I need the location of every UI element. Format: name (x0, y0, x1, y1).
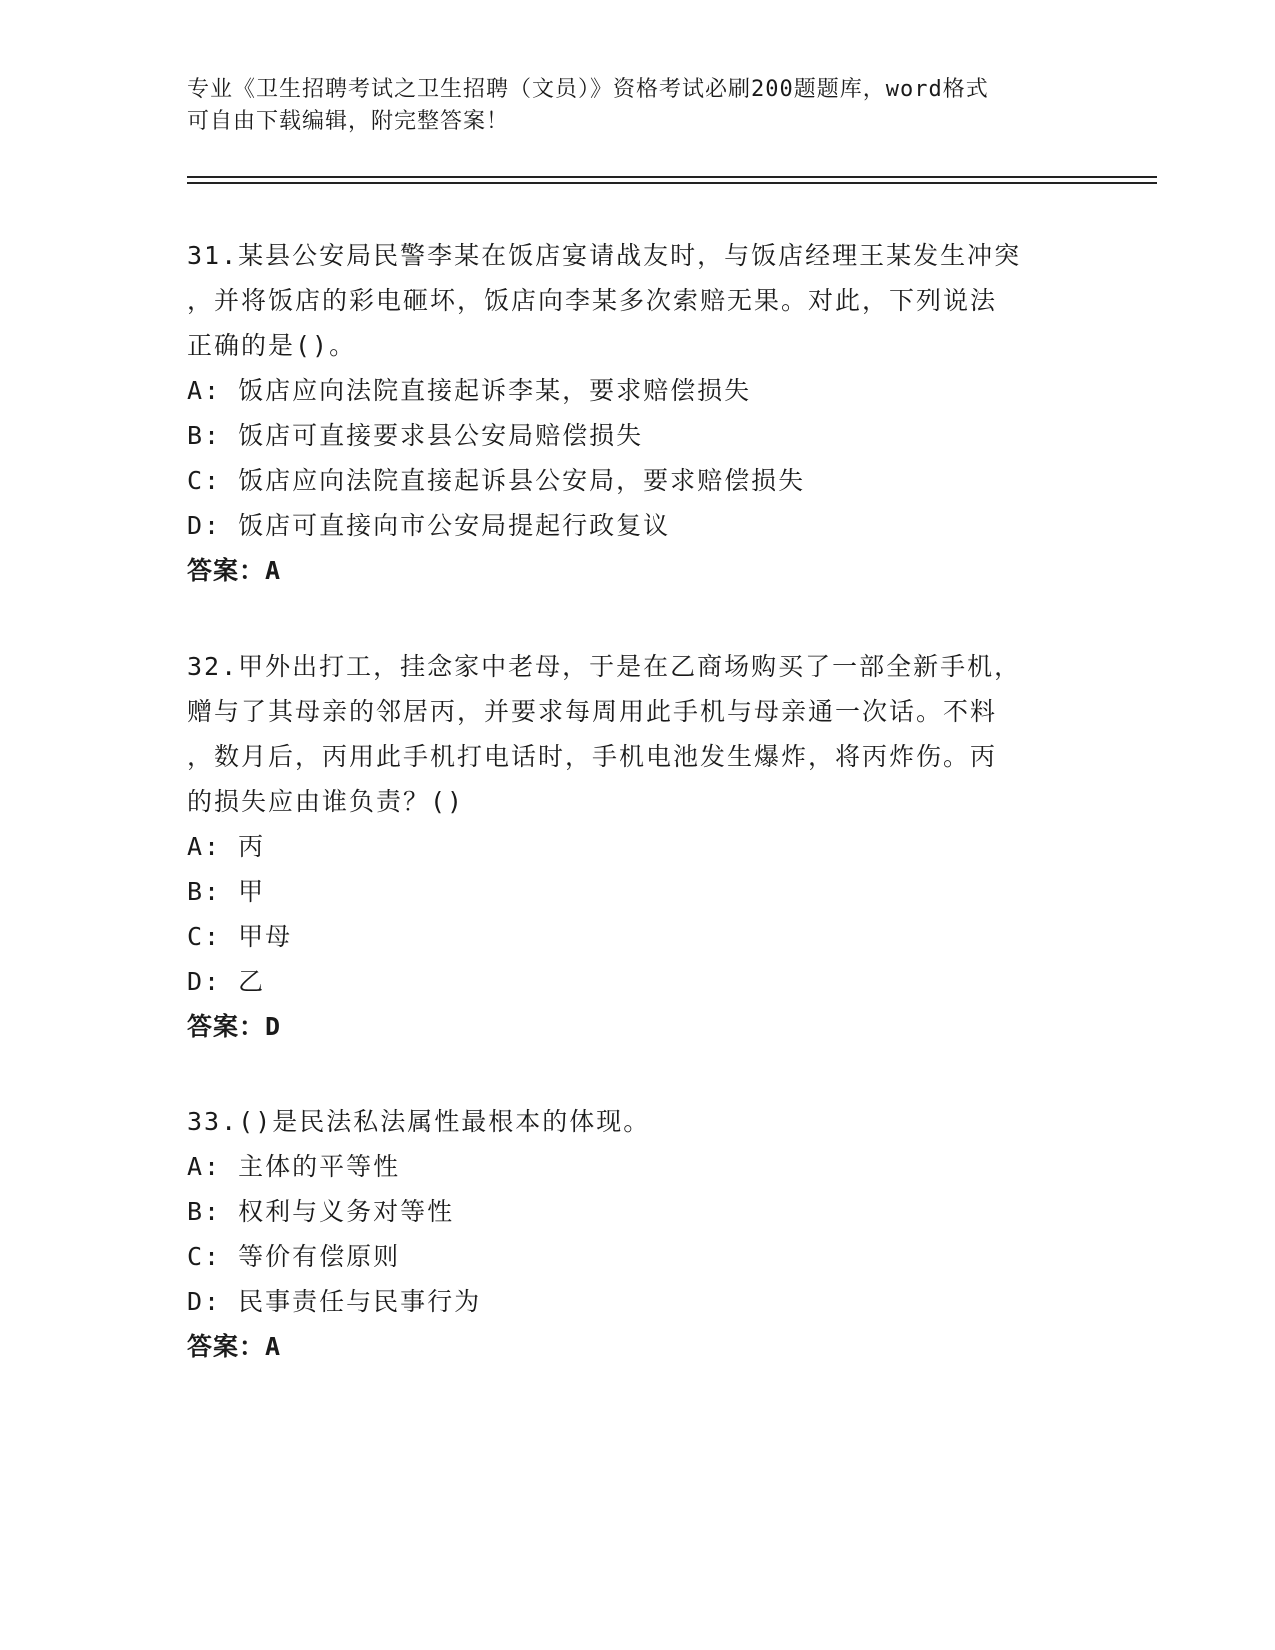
document-header: 专业《卫生招聘考试之卫生招聘（文员）》资格考试必刷200题题库，word格式 可自由下载编辑，附完整答案！ (187, 77, 989, 134)
header-divider-bottom (187, 182, 1157, 184)
question-31 (187, 233, 1087, 593)
option-b: B: 饭店可直接要求县公安局赔偿损失 (187, 421, 644, 450)
option-d: D: 饭店可直接向市公安局提起行政复议 (187, 511, 671, 540)
option-a: A: 饭店应向法院直接起诉李某，要求赔偿损失 (187, 376, 752, 405)
header-divider-top (187, 176, 1157, 178)
option-b: B: 权利与义务对等性 (187, 1197, 455, 1226)
option-c: C: 等价有偿原则 (187, 1242, 401, 1271)
answer: 答案：D (187, 1012, 282, 1041)
option-c: C: 饭店应向法院直接起诉县公安局，要求赔偿损失 (187, 466, 806, 495)
option-d: D: 民事责任与民事行为 (187, 1287, 482, 1316)
question-33 (187, 1099, 1087, 1369)
question-stem: 31.某县公安局民警李某在饭店宴请战友时，与饭店经理王某发生冲突 ，并将饭店的彩电砸坏，饭店向李某多次索赔无果。对此，下列说法 正确的是()。 (187, 241, 1022, 360)
option-b: B: 甲 (187, 877, 266, 906)
question-stem: 33.()是民法私法属性最根本的体现。 (187, 1107, 651, 1136)
option-c: C: 甲母 (187, 922, 293, 951)
option-a: A: 丙 (187, 832, 266, 861)
option-d: D: 乙 (187, 967, 266, 996)
question-stem: 32.甲外出打工，挂念家中老母，于是在乙商场购买了一部全新手机， 赠与了其母亲的邻居丙，并要求每周用此手机与母亲通一次话。不料 ，数月后，丙用此手机打电话时，手机电池发生爆炸，将丙炸伤。丙 的损失应由谁负责？() (187, 652, 1022, 816)
option-a: A: 主体的平等性 (187, 1152, 401, 1181)
question-32 (187, 644, 1087, 1049)
answer: 答案：A (187, 1332, 282, 1361)
answer: 答案：A (187, 556, 282, 585)
